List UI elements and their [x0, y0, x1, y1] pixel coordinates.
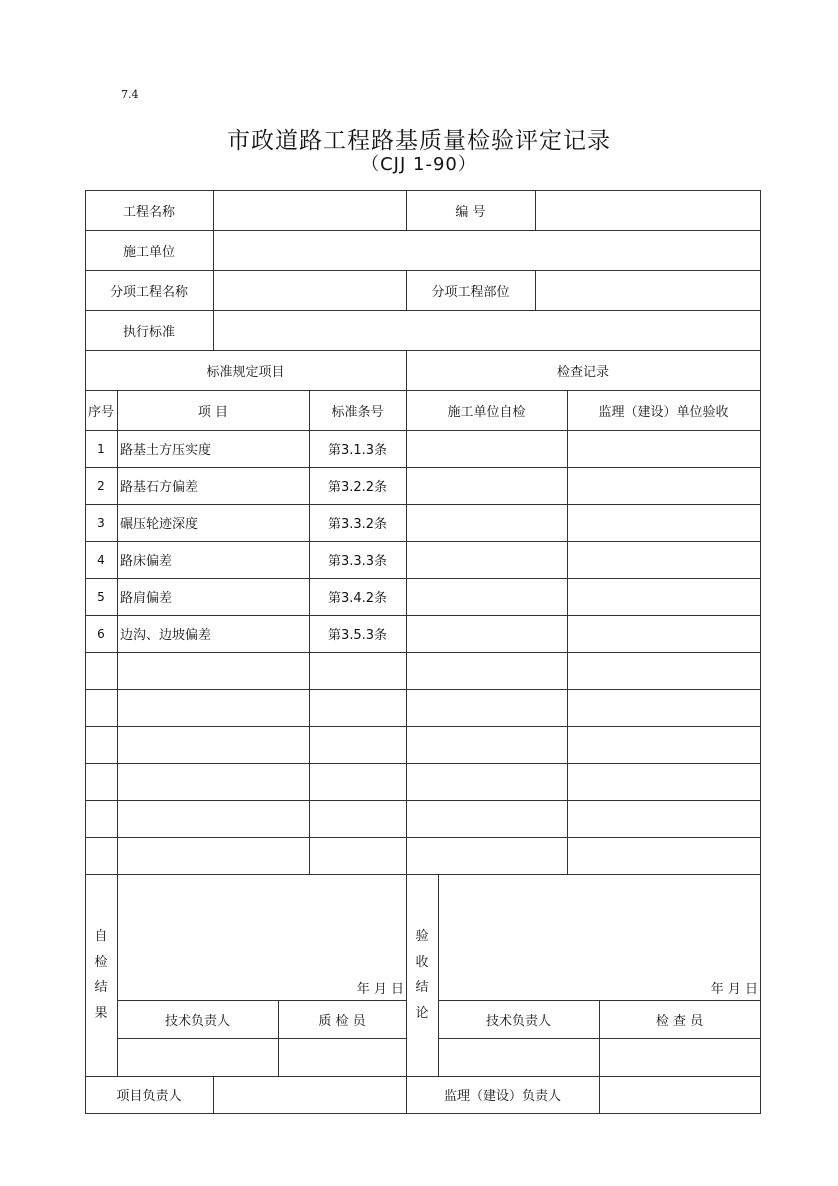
grid-line [567, 390, 568, 875]
row-2-item: 路基石方偏差 [120, 480, 199, 495]
quality-inspector-label: 质 检 员 [318, 1013, 366, 1029]
acceptance-conclusion-label: 验 收 结 论 [415, 929, 429, 1021]
col-header-self-check: 施工单位自检 [447, 404, 526, 420]
inspector-label: 检 查 员 [655, 1013, 704, 1029]
row-6-seq: 6 [97, 626, 105, 641]
sub-project-part-value[interactable] [535, 270, 760, 310]
construction-unit-value[interactable] [213, 230, 760, 270]
col-header-clause: 标准条号 [331, 404, 384, 420]
supervision-lead-label: 监理（建设）负责人 [443, 1089, 561, 1104]
col-header-supervision: 监理（建设）单位验收 [598, 404, 729, 420]
row-1-seq: 1 [97, 441, 105, 456]
group-header-standard-items: 标准规定项目 [206, 364, 285, 380]
section-number: 7.4 [121, 88, 139, 101]
row-4-clause: 第3.3.3条 [327, 554, 388, 569]
row-1-clause: 第3.1.3条 [327, 443, 388, 458]
quality-inspector-sign[interactable] [278, 1038, 406, 1076]
row-6-item: 边沟、边坡偏差 [120, 628, 212, 643]
project-lead-label: 项目负责人 [116, 1089, 182, 1104]
row-6-clause: 第3.5.3条 [327, 628, 388, 643]
self-check-date: 年 月 日 [356, 982, 404, 997]
col-header-seq: 序号 [87, 404, 114, 420]
row-2-clause: 第3.2.2条 [327, 480, 388, 495]
row-5-clause: 第3.4.2条 [327, 591, 388, 606]
group-header-inspection-record: 检查记录 [556, 364, 609, 380]
construction-unit-label: 施工单位 [122, 244, 175, 260]
page-subtitle: （CJJ 1-90） [361, 154, 477, 175]
tech-lead-label-left: 技术负责人 [164, 1013, 230, 1029]
row-3-clause: 第3.3.2条 [327, 517, 388, 532]
row-4-seq: 4 [97, 552, 105, 567]
number-label: 编 号 [455, 204, 486, 220]
sub-project-name-label: 分项工程名称 [109, 284, 188, 300]
row-2-seq: 2 [97, 478, 105, 493]
row-5-seq: 5 [97, 589, 105, 604]
grid-line [85, 837, 761, 838]
col-header-item: 项 目 [197, 404, 229, 420]
grid-line [85, 1113, 761, 1114]
page-title: 市政道路工程路基质量检验评定记录 [227, 128, 611, 154]
number-value[interactable] [535, 190, 760, 230]
grid-line [85, 763, 761, 764]
tech-lead-label-right: 技术负责人 [485, 1013, 551, 1029]
sub-project-part-label: 分项工程部位 [431, 284, 510, 300]
sub-project-name-value[interactable] [213, 270, 406, 310]
row-1-item: 路基土方压实度 [120, 443, 212, 458]
grid-line [85, 800, 761, 801]
row-3-seq: 3 [97, 515, 105, 530]
row-3-item: 碾压轮迹深度 [120, 517, 199, 532]
project-lead-sign[interactable] [213, 1076, 406, 1113]
grid-line [85, 726, 761, 727]
project-name-label: 工程名称 [122, 204, 175, 220]
self-check-result-label: 自 检 结 果 [94, 929, 108, 1021]
row-5-item: 路肩偏差 [120, 591, 173, 606]
grid-line [85, 689, 761, 690]
tech-lead-sign-right[interactable] [438, 1038, 599, 1076]
grid-line [760, 190, 761, 1114]
inspector-sign[interactable] [599, 1038, 760, 1076]
tech-lead-sign-left[interactable] [117, 1038, 278, 1076]
project-name-value[interactable] [213, 190, 406, 230]
acceptance-date: 年 月 日 [710, 982, 758, 997]
supervision-lead-sign[interactable] [599, 1076, 760, 1113]
standard-value[interactable] [213, 310, 760, 350]
grid-line [85, 652, 761, 653]
row-4-item: 路床偏差 [120, 554, 173, 569]
standard-label: 执行标准 [122, 324, 175, 340]
